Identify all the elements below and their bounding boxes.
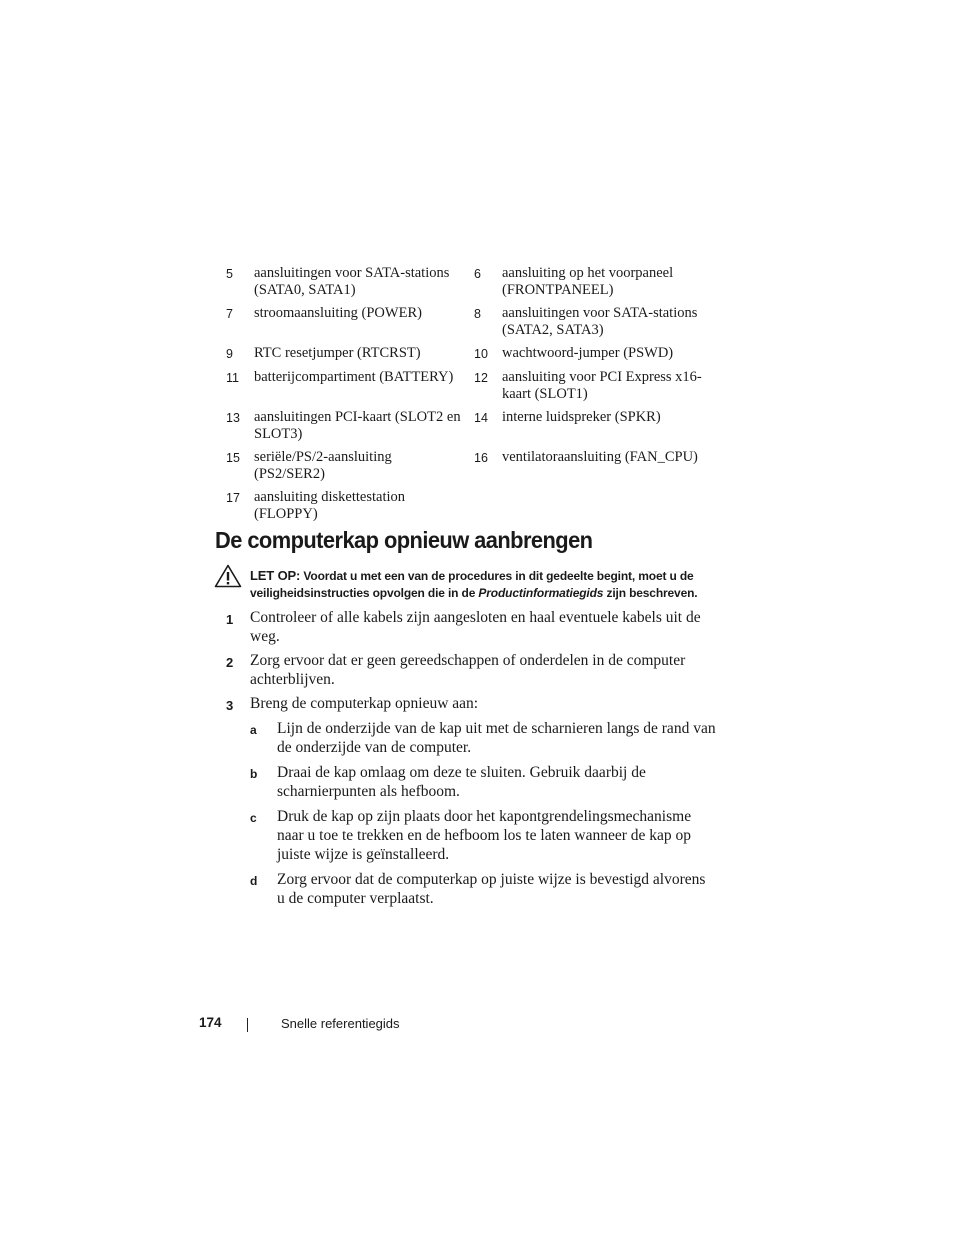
step-number: 3 [226,698,234,713]
caution-label: LET OP: [250,568,301,583]
step-number: 2 [226,655,234,670]
legend-item [226,265,474,299]
legend-row [226,489,726,523]
substep-text: Draai de kap omlaag om deze te sluiten. Gebruik daarbij de scharnierpunten als hefboom. [277,764,646,800]
legend-row [226,265,726,299]
legend-label: aansluiting op het voorpaneel (FRONTPANEEL) [502,265,674,298]
caution-triangle-icon [214,564,242,588]
legend-row [226,369,726,403]
legend-item [474,409,722,443]
legend-number: 7 [226,307,233,321]
legend-number: 10 [474,347,488,361]
section-heading: De computerkap opnieuw aanbrengen [215,527,593,553]
step-text: Zorg ervoor dat er geen gereedschappen of onderdelen in de computer achterblijven. [250,652,686,688]
step-text: Breng de computerkap opnieuw aan: [250,695,479,712]
caution-emphasis: Productinformatiegids [478,586,604,600]
legend-label: seriële/PS/2-aansluiting (PS2/SER2) [254,449,392,482]
substep-letter: c [250,811,257,825]
step-content [250,694,717,914]
legend-number: 11 [226,371,239,385]
procedure-steps [226,608,718,919]
legend-item [226,305,474,339]
legend-number: 5 [226,267,233,281]
legend-item [226,449,474,483]
substep-item [250,807,717,864]
legend-label: aansluitingen PCI-kaart (SLOT2 en SLOT3) [254,409,461,442]
substep-list [250,719,717,908]
legend-item [474,345,722,363]
legend-row [226,345,726,363]
caution-text [250,567,720,602]
list-item [226,651,718,689]
legend-number [474,489,502,523]
legend-label: aansluiting voor PCI Express x16-kaart (SLOT1) [502,369,702,402]
legend-label: wachtwoord-jumper (PSWD) [502,345,674,361]
footer-divider [247,1018,248,1032]
step-number: 1 [226,612,234,627]
page-number: 174 [199,1015,222,1030]
legend-label: RTC resetjumper (RTCRST) [254,345,421,361]
legend-table [226,265,726,529]
legend-item [226,345,474,363]
legend-number: 9 [226,347,233,361]
legend-number: 16 [474,451,488,465]
substep-letter: a [250,723,257,737]
substep-text: Zorg ervoor dat de computerkap op juiste wijze is bevestigd alvorens u de computer verplaatst. [277,871,706,907]
substep-item [250,719,717,757]
substep-text: Druk de kap op zijn plaats door het kapontgrendelingsmechanisme naar u toe te trekken en de hefboom los te laten wanneer de kap op juiste wijze is geïnstalleerd. [277,808,692,863]
list-item [226,694,718,914]
substep-letter: b [250,767,258,781]
substep-text: Lijn de onderzijde van de kap uit met de scharnieren langs de rand van de onderzijde van de computer. [277,720,716,756]
legend-item [474,265,722,299]
legend-row [226,409,726,443]
legend-number: 13 [226,411,240,425]
legend-item [474,305,722,339]
legend-item [474,449,722,483]
legend-item [226,369,474,403]
legend-row [226,305,726,339]
legend-label: ventilatoraansluiting (FAN_CPU) [502,449,698,465]
legend-item-empty [474,489,722,523]
substep-item [250,763,717,801]
page-footer [199,1015,599,1035]
legend-item [226,489,474,523]
legend-item [226,409,474,443]
substep-item [250,870,717,908]
legend-number: 14 [474,411,488,425]
caution-body: Voordat u met een van de procedures in dit gedeelte begint, moet u de veiligheidsinstructies opvolgen die in de [250,569,694,600]
legend-number: 8 [474,307,481,321]
legend-label: aansluitingen voor SATA-stations (SATA2, SATA3) [502,305,698,338]
caution-body-end: zijn beschreven. [606,586,698,600]
legend-number: 12 [474,371,488,385]
legend-label: aansluiting diskettestation (FLOPPY) [254,489,406,522]
legend-number: 15 [226,451,240,465]
legend-number: 6 [474,267,481,281]
legend-number: 17 [226,491,240,505]
legend-label: aansluitingen voor SATA-stations (SATA0, SATA1) [254,265,450,298]
legend-label [502,489,712,523]
step-text: Controleer of alle kabels zijn aangesloten en haal eventuele kabels uit de weg. [250,609,701,645]
legend-label: batterijcompartiment (BATTERY) [254,369,454,385]
legend-label: stroomaansluiting (POWER) [254,305,422,321]
list-item [226,608,718,646]
legend-label: interne luidspreker (SPKR) [502,409,661,425]
substep-letter: d [250,874,258,888]
footer-title: Snelle referentiegids [281,1016,400,1031]
legend-item [474,369,722,403]
legend-row [226,449,726,483]
